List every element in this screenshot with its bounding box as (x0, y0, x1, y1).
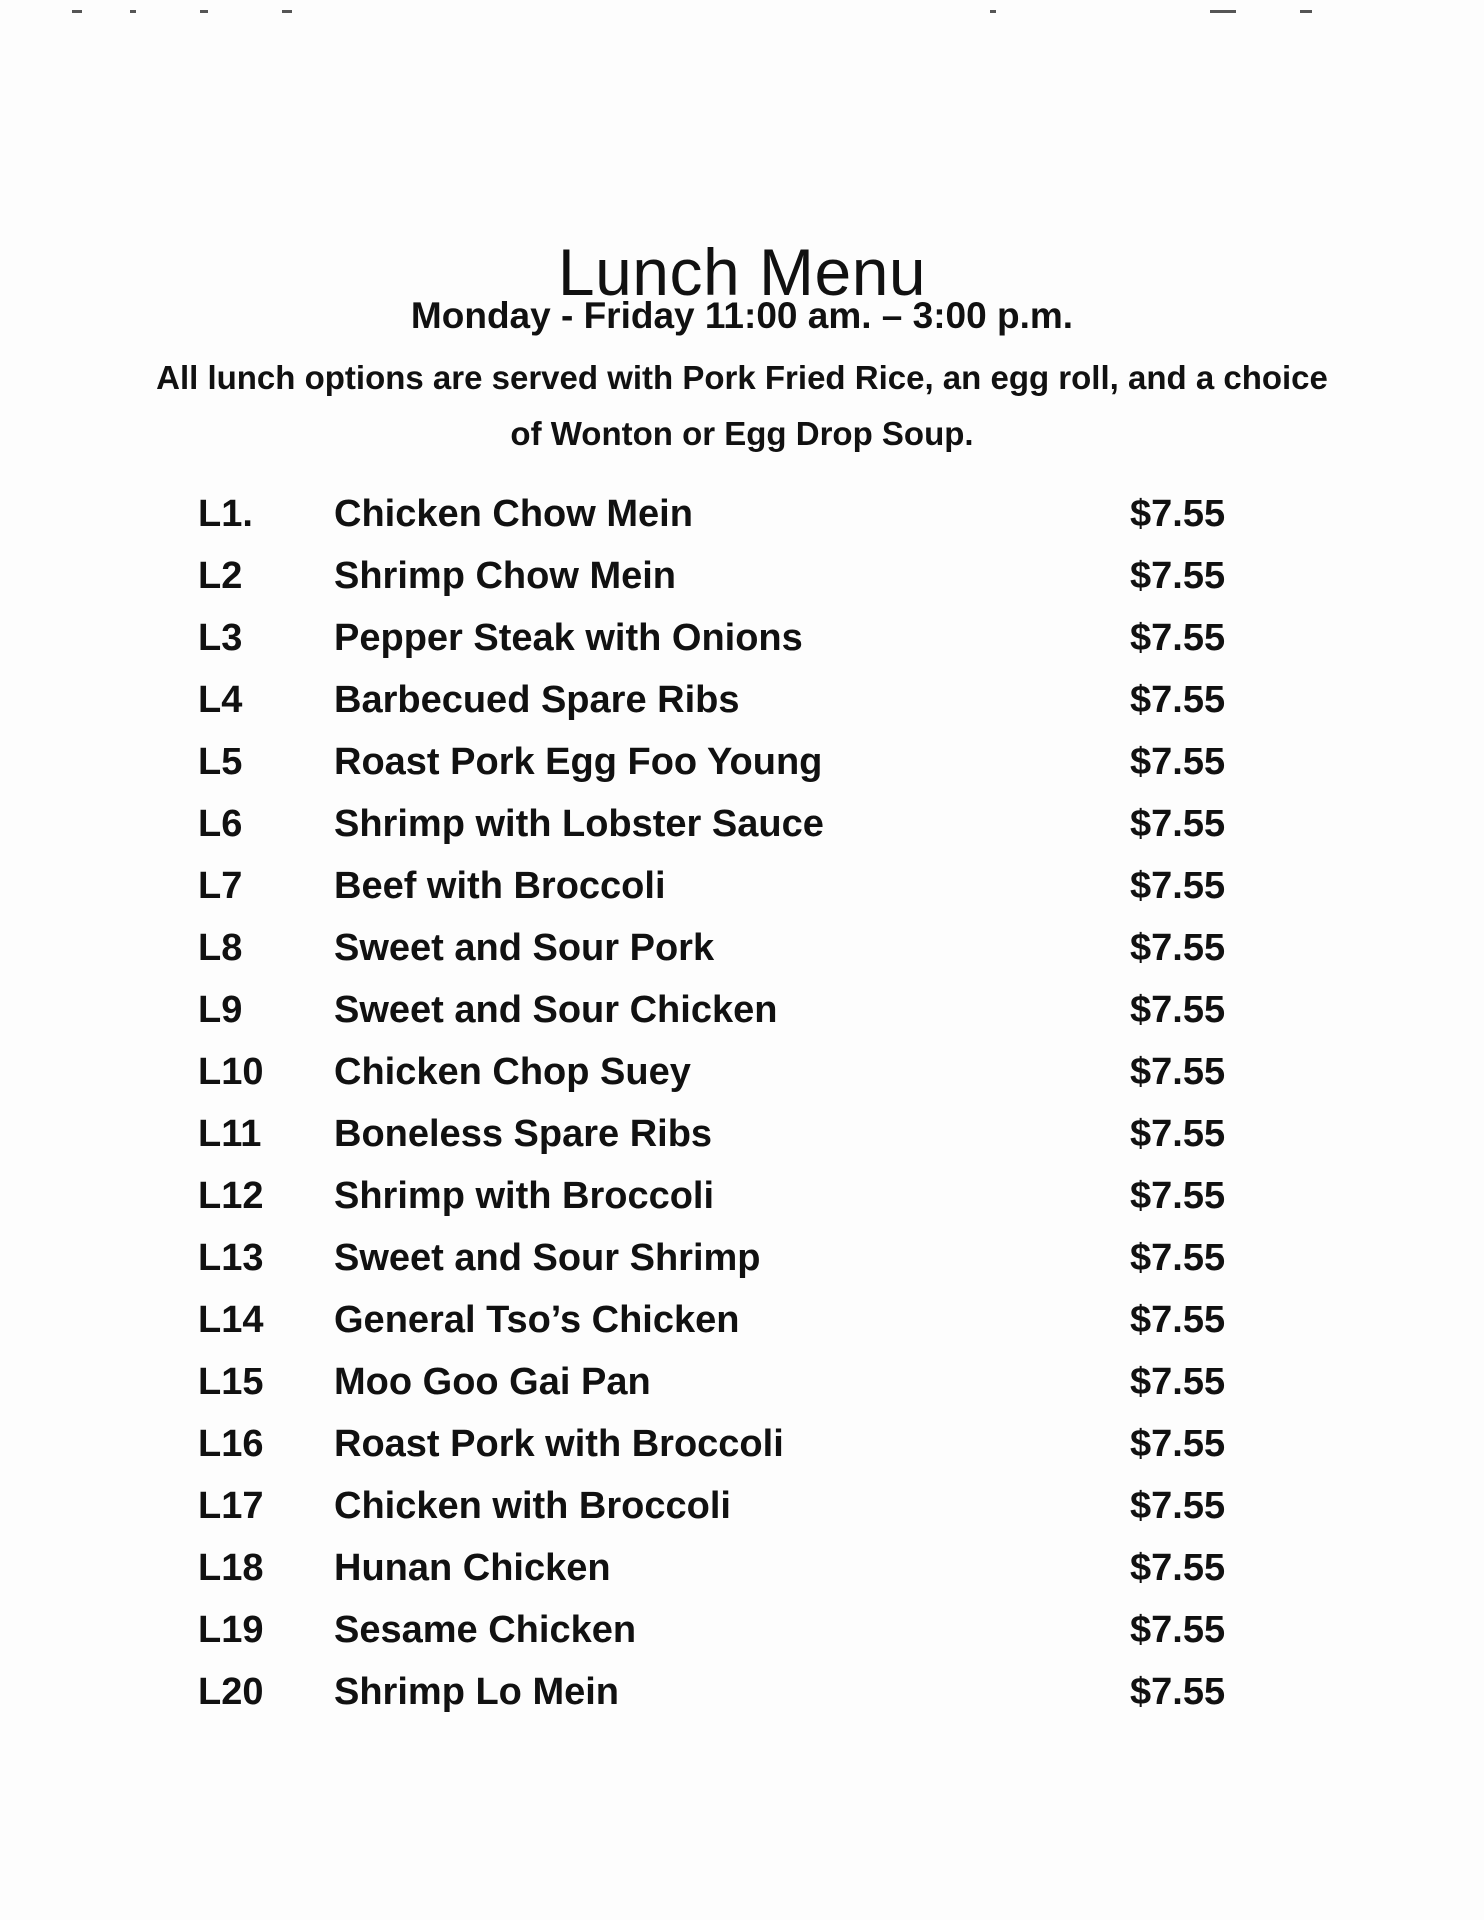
menu-item-code: L3 (198, 617, 243, 659)
menu-item-name: Shrimp Lo Mein (334, 1671, 619, 1713)
menu-hours: Monday - Friday 11:00 am. – 3:00 p.m. (410, 295, 1074, 336)
menu-item-price: $7.55 (1130, 1051, 1226, 1093)
menu-item-name: Roast Pork Egg Foo Young (334, 741, 823, 783)
menu-item-row (0, 1228, 1484, 1290)
menu-item-price: $7.55 (1130, 989, 1226, 1031)
menu-item-code: L13 (198, 1237, 264, 1279)
menu-item-code: L9 (198, 989, 243, 1031)
menu-item-name: Moo Goo Gai Pan (334, 1361, 651, 1403)
menu-item-price: $7.55 (1130, 865, 1226, 907)
menu-item-code: L20 (198, 1671, 264, 1713)
menu-item-code: L19 (198, 1609, 264, 1651)
menu-item-name: Hunan Chicken (334, 1547, 611, 1589)
menu-item-name: Chicken with Broccoli (334, 1485, 731, 1527)
menu-item-name: Sesame Chicken (334, 1609, 637, 1651)
menu-item-price: $7.55 (1130, 1485, 1226, 1527)
menu-item-code: L1. (198, 493, 253, 535)
menu-item-row (0, 1414, 1484, 1476)
menu-item-code: L2 (198, 555, 243, 597)
menu-item-code: L10 (198, 1051, 264, 1093)
menu-item-name: Sweet and Sour Chicken (334, 989, 778, 1031)
menu-item-row (0, 856, 1484, 918)
menu-item-code: L6 (198, 803, 243, 845)
menu-item-code: L12 (198, 1175, 264, 1217)
menu-item-row (0, 1290, 1484, 1352)
menu-item-name: Chicken Chop Suey (334, 1051, 691, 1093)
menu-item-code: L8 (198, 927, 243, 969)
menu-item-price: $7.55 (1130, 1671, 1226, 1713)
menu-item-code: L18 (198, 1547, 264, 1589)
menu-item-row (0, 1352, 1484, 1414)
menu-item-price: $7.55 (1130, 1423, 1226, 1465)
scan-edge-marks (0, 10, 1484, 16)
menu-item-code: L14 (198, 1299, 264, 1341)
menu-item-price: $7.55 (1130, 1609, 1226, 1651)
menu-title: Lunch Menu (557, 235, 927, 310)
menu-item-row (0, 1662, 1484, 1724)
menu-item-name: Sweet and Sour Pork (334, 927, 715, 969)
menu-item-name: Shrimp with Broccoli (334, 1175, 715, 1217)
menu-item-price: $7.55 (1130, 1547, 1226, 1589)
menu-item-name: Beef with Broccoli (334, 865, 666, 907)
menu-item-price: $7.55 (1130, 1237, 1226, 1279)
menu-item-code: L4 (198, 679, 243, 721)
menu-item-price: $7.55 (1130, 555, 1226, 597)
menu-item-row (0, 1538, 1484, 1600)
menu-item-name: Shrimp with Lobster Sauce (334, 803, 824, 845)
menu-item-row (0, 1476, 1484, 1538)
menu-item-price: $7.55 (1130, 1299, 1226, 1341)
menu-item-row (0, 980, 1484, 1042)
menu-item-price: $7.55 (1130, 1113, 1226, 1155)
menu-item-code: L17 (198, 1485, 264, 1527)
menu-item-code: L15 (198, 1361, 264, 1403)
menu-item-row (0, 1166, 1484, 1228)
menu-item-list (0, 484, 1484, 1724)
menu-item-row (0, 670, 1484, 732)
menu-item-price: $7.55 (1130, 617, 1226, 659)
menu-item-row (0, 484, 1484, 546)
menu-note: All lunch options are served with Pork Fried Rice, an egg roll, and a choice of Wonton or Egg Drop Soup. (156, 359, 1328, 452)
menu-item-name: Chicken Chow Mein (334, 493, 693, 535)
menu-item-row (0, 608, 1484, 670)
menu-item-name: Sweet and Sour Shrimp (334, 1237, 761, 1279)
menu-item-row (0, 732, 1484, 794)
menu-item-price: $7.55 (1130, 679, 1226, 721)
menu-item-price: $7.55 (1130, 741, 1226, 783)
menu-item-name: Boneless Spare Ribs (334, 1113, 713, 1155)
menu-item-name: General Tso’s Chicken (334, 1299, 740, 1341)
menu-item-price: $7.55 (1130, 927, 1226, 969)
menu-item-row (0, 918, 1484, 980)
menu-item-row (0, 1104, 1484, 1166)
menu-item-name: Shrimp Chow Mein (334, 555, 676, 597)
menu-item-code: L7 (198, 865, 243, 907)
menu-item-name: Barbecued Spare Ribs (334, 679, 740, 721)
menu-item-price: $7.55 (1130, 493, 1226, 535)
menu-item-code: L11 (198, 1113, 262, 1155)
menu-item-row (0, 1042, 1484, 1104)
menu-item-row (0, 794, 1484, 856)
menu-item-row (0, 1600, 1484, 1662)
menu-item-code: L16 (198, 1423, 264, 1465)
menu-item-price: $7.55 (1130, 1361, 1226, 1403)
menu-item-price: $7.55 (1130, 1175, 1226, 1217)
menu-item-row (0, 546, 1484, 608)
menu-item-price: $7.55 (1130, 803, 1226, 845)
menu-item-name: Pepper Steak with Onions (334, 617, 803, 659)
menu-item-code: L5 (198, 741, 243, 783)
menu-item-name: Roast Pork with Broccoli (334, 1423, 784, 1465)
